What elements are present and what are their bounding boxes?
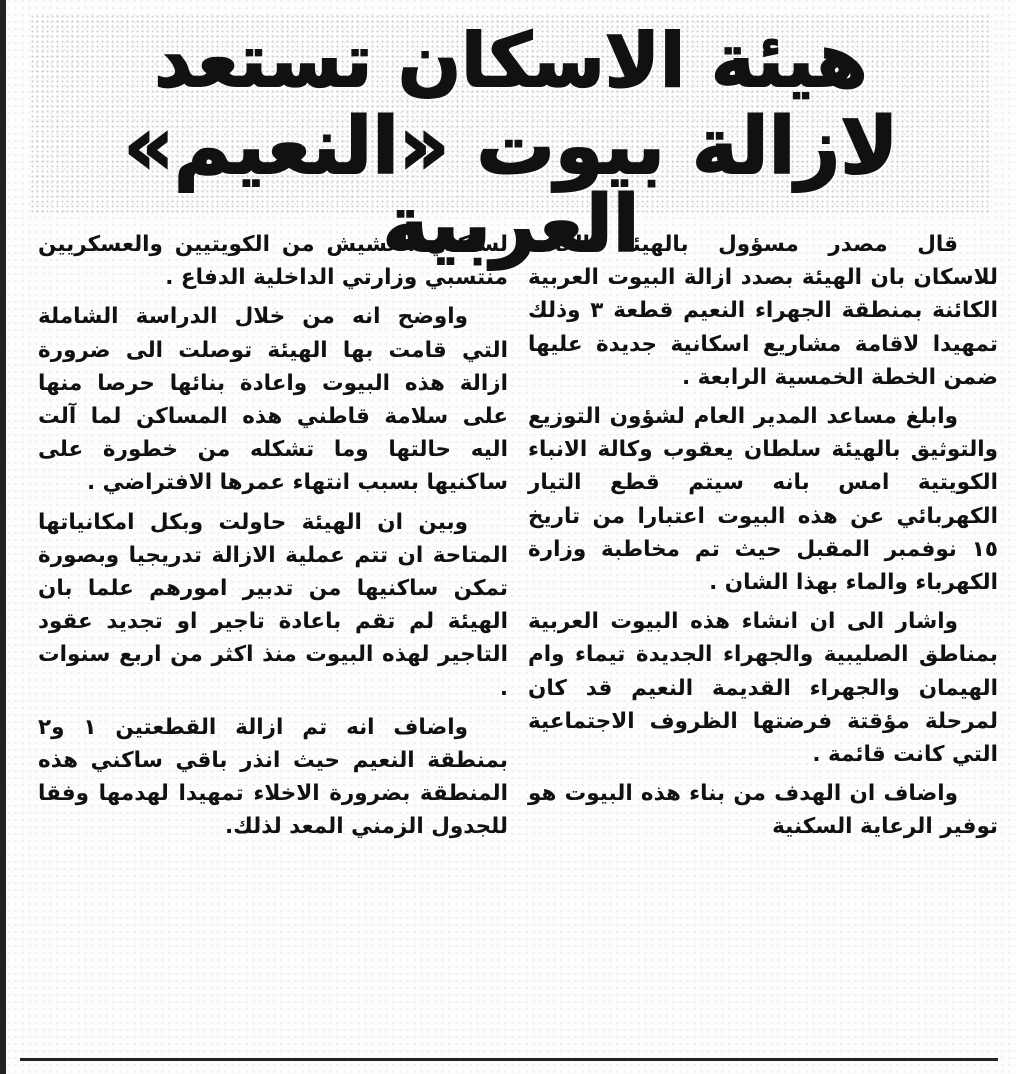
headline-line-2: لازالة بيوت «النعيم» العربية (123, 102, 899, 270)
left-border-rule (0, 0, 6, 1074)
article-paragraph: واضاف ان الهدف من بناء هذه البيوت هو توفير الرعاية السكنية (528, 781, 998, 840)
article-paragraph: واشار الى ان انشاء هذه البيوت العربية بمناطق الصليبية والجهراء الجديدة تيماء وام الهيمان والجهراء القديمة النعيم قد كان لمرحلة مؤقتة فرضتها الظروف الاجتماعية التي كانت قائمة . (528, 609, 998, 768)
bottom-rule (20, 1058, 998, 1061)
article-column-left (38, 228, 508, 1048)
headline-line-1: هيئة الاسكان تستعد (154, 18, 868, 104)
article-body (20, 228, 998, 1048)
article-paragraph: واوضح انه من خلال الدراسة الشاملة التي قامت بها الهيئة توصلت الى ضرورة ازالة هذه البيوت واعادة بنائها حرصا منها على سلامة قاطني هذه المساكن لما آلت اليه حالتها وما تشكله من خطورة على ساكنيها بسبب انتهاء عمرها الافتراضي . (38, 304, 508, 496)
article-paragraph: واضاف انه تم ازالة القطعتين ١ و٢ بمنطقة النعيم حيث انذر باقي ساكني هذه المنطقة بضرورة الاخلاء تمهيدا لهدمها وفقا للجدول الزمني المعد لذلك. (38, 714, 508, 840)
article-paragraph: وابلغ مساعد المدير العام لشؤون التوزيع والتوثيق بالهيئة سلطان يعقوب وكالة الانباء الكويتية امس بانه سيتم قطع التيار الكهربائي عن هذه البيوت اعتبارا من تاريخ ١٥ نوفمبر المقبل حيث تم مخاطبة وزارة الكهرباء والماء بهذا الشان . (528, 404, 998, 596)
article-column-right (528, 228, 998, 1048)
article-paragraph: قال مصدر مسؤول بالهيئة العامة للاسكان بان الهيئة بصدد ازالة البيوت العربية الكائنة بمنطقة الجهراء النعيم قطعة ٣ وذلك تمهيدا لاقامة مشاريع اسكانية جديدة عليها ضمن الخطة الخمسية الرابعة . (528, 232, 998, 390)
article-paragraph: وبين ان الهيئة حاولت وبكل امكانياتها المتاحة ان تتم عملية الازالة تدريجيا وبصورة تمكن ساكنيها من تدبير امورهم علما بان الهيئة لم تقم باعادة تاجير او تجديد عقود التاجير لهذه البيوت منذ اكثر من اربع سنوات . (38, 509, 508, 701)
article-paragraph-continued: لساكني العشيش من الكويتيين والعسكريين منتسبي وزارتي الداخلية الدفاع . (38, 232, 508, 291)
